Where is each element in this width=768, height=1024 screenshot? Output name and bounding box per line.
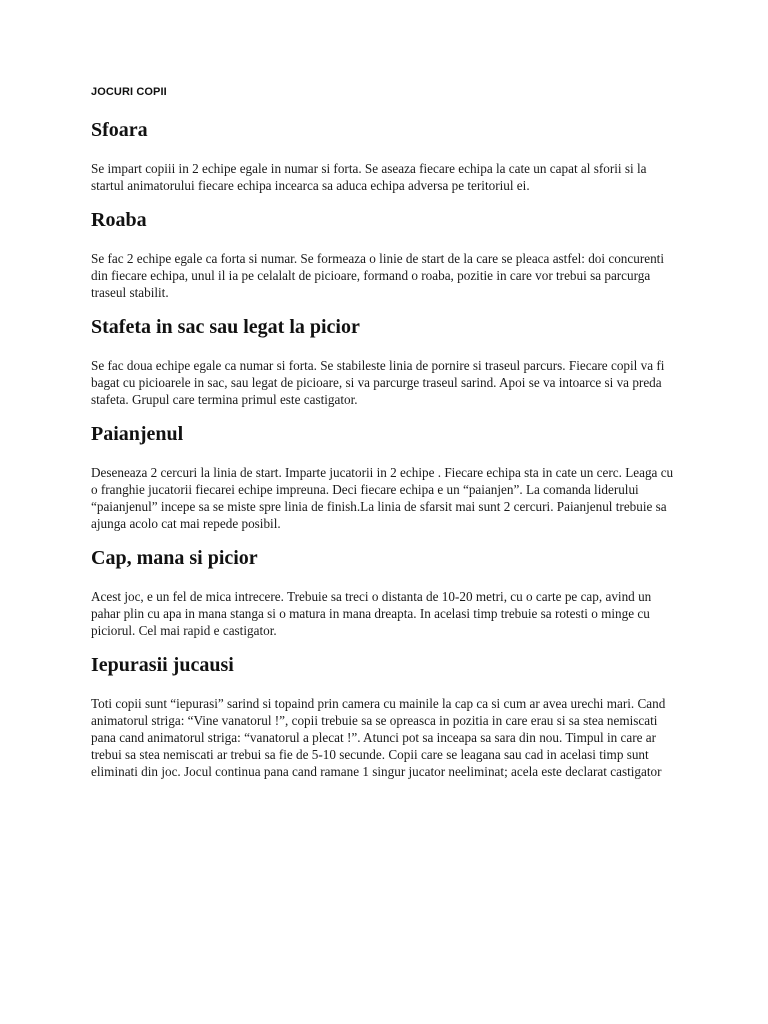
section-cap-mana-picior (91, 546, 677, 639)
section-sfoara (91, 118, 677, 194)
document-page (91, 86, 677, 794)
section-heading: Paianjenul (91, 423, 184, 445)
section-body: Se fac doua echipe egale ca numar si forta. Se stabileste linia de pornire si traseul parcurs. Fiecare copil va fi bagat cu picioarele in sac, sau legat de picioare, si va parcurge traseul sarind. Apoi se va intoarce si va preda stafeta. Grupul care termina primul este castigator. (91, 358, 665, 407)
section-heading: Iepurasii jucausi (91, 654, 234, 676)
section-paianjenul (91, 422, 677, 532)
section-body: Acest joc, e un fel de mica intrecere. Trebuie sa treci o distanta de 10-20 metri, cu o carte pe cap, avind un pahar plin cu apa in mana stanga si o matura in mana dreapta. In acelasi timp trebuie sa rotesti o minge cu piciorul. Cel mai rapid e castigator. (91, 589, 652, 638)
section-heading: Roaba (91, 209, 147, 231)
section-heading: Sfoara (91, 119, 148, 141)
section-heading: Cap, mana si picior (91, 547, 258, 569)
section-roaba (91, 208, 677, 301)
section-stafeta (91, 315, 677, 408)
document-title: JOCURI COPII (91, 86, 167, 98)
section-body: Deseneaza 2 cercuri la linia de start. Imparte jucatorii in 2 echipe . Fiecare echipa sta in cate un cerc. Leaga cu o franghie jucatorii fiecarei echipe impreuna. Deci fiecare echipa e un “paianjen”. La comanda liderului “paianjenul” incepe sa se miste spre linia de finish.La linia de sfarsit mai sunt 2 cercuri. Paianjenul trebuie sa ajunga acolo cat mai repede posibil. (91, 465, 674, 531)
section-iepurasii (91, 653, 677, 780)
section-body: Se fac 2 echipe egale ca forta si numar. Se formeaza o linie de start de la care se pleaca astfel: doi concurenti din fiecare echipa, unul il ia pe celalalt de picioare, formand o roaba, pozitie in care vor trebui sa parcurga traseul stabilit. (91, 251, 665, 300)
section-body: Toti copii sunt “iepurasi” sarind si topaind prin camera cu mainile la cap ca si cum ar avea urechi mari. Cand animatorul striga: “Vine vanatorul !”, copii trebuie sa se opreasca in pozitia in care erau si sa stea nemiscati pana cand animatorul striga: “vanatorul a plecat !”. Atunci pot sa inceapa sa sara din nou. Timpul in care ar trebui sa stea nemiscati ar trebui sa fie de 5-10 secunde. Copii care se leagana sau cad in acelasi timp sunt eliminati din joc. Jocul continua pana cand ramane 1 singur jucator neeliminat; acela este declarat castigator (91, 696, 666, 779)
section-heading: Stafeta in sac sau legat la picior (91, 316, 360, 338)
section-body: Se impart copiii in 2 echipe egale in numar si forta. Se aseaza fiecare echipa la cate un capat al sforii si la startul animatorului fiecare echipa incearca sa aduca echipa adversa pe teritoriul ei. (91, 161, 647, 193)
